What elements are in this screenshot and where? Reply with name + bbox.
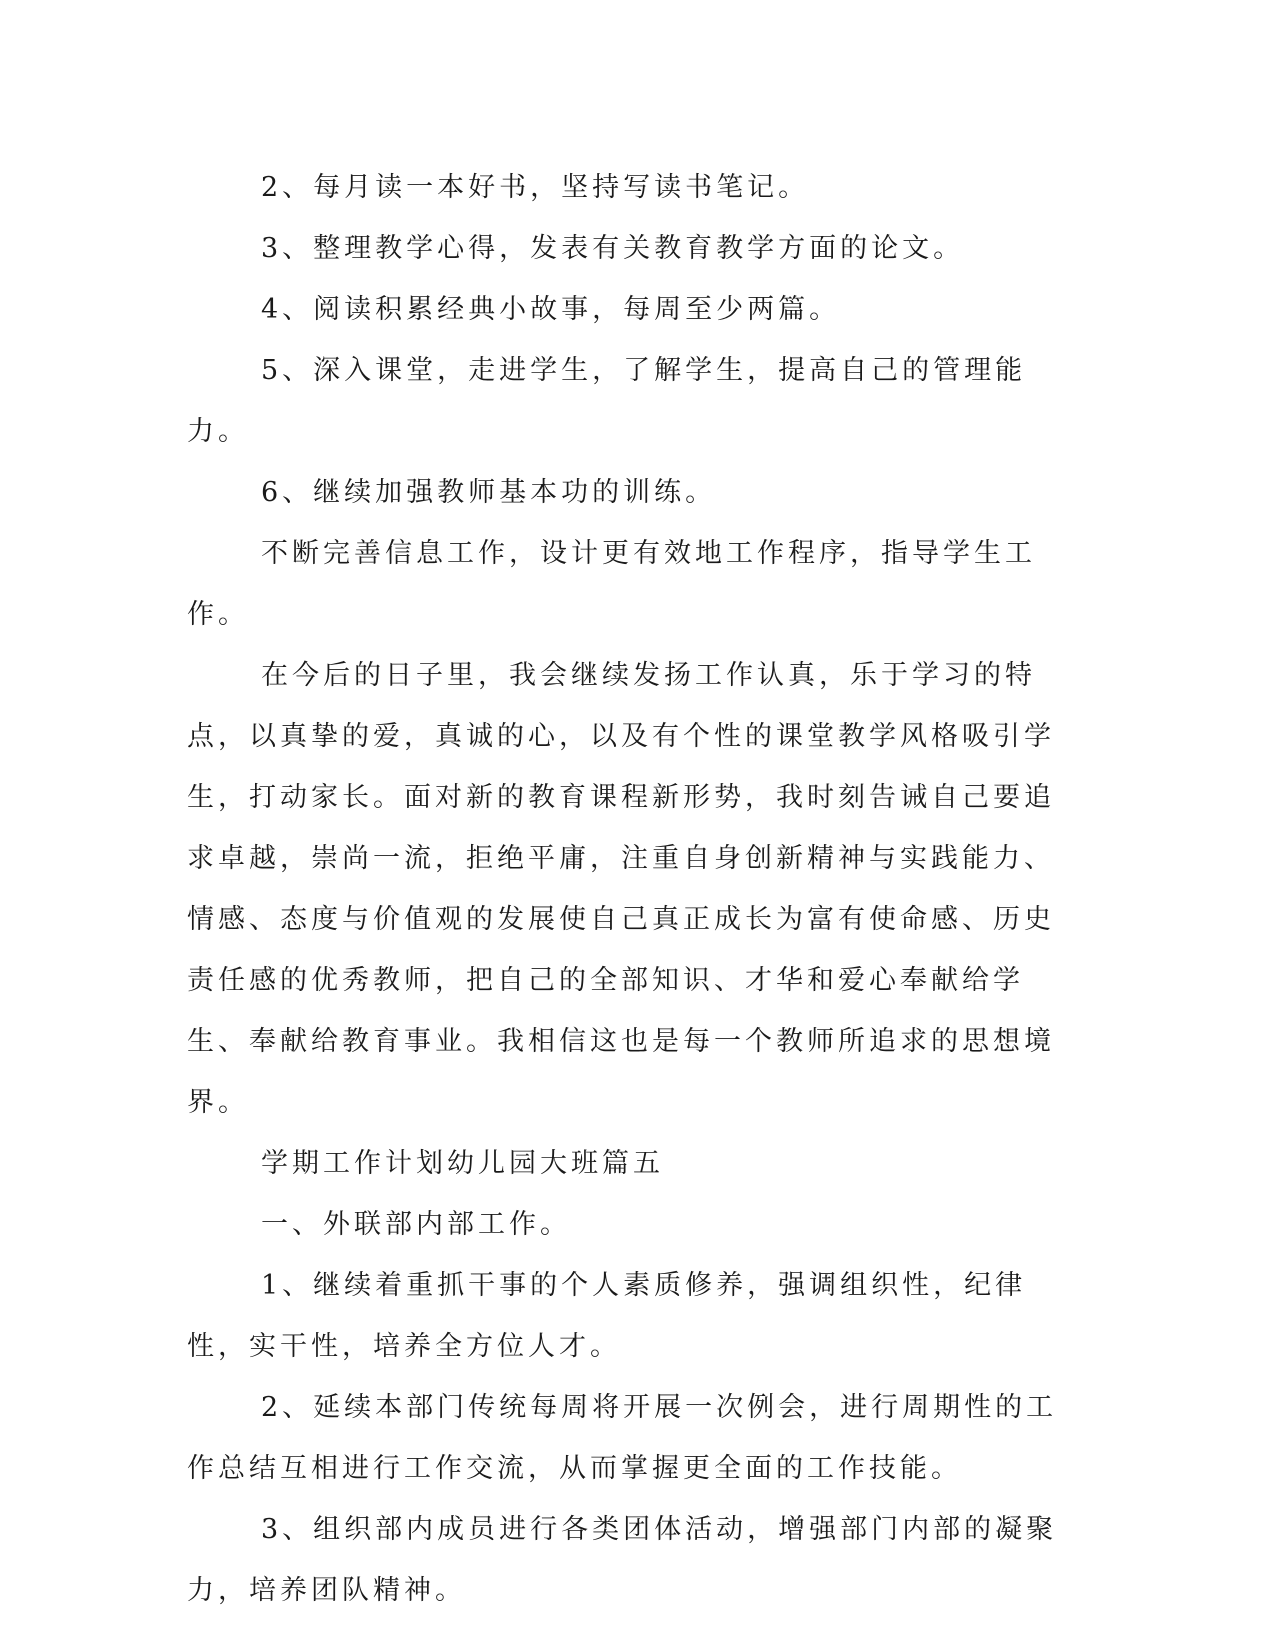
subsection-heading: 一、外联部内部工作。 <box>261 1209 571 1240</box>
list-item-training: 6、继续加强教师基本功的训练。 <box>261 477 717 508</box>
paragraph-future: 在今后的日子里，我会继续发扬工作认真，乐于学习的特点，以真挚的爱，真诚的心，以及有个性的课堂教学风格吸引学生，打动家长。面对新的教育课程新形势，我时刻告诫自己要追求卓越，崇尚一流，拒绝平庸，注重自身创新精神与实践能力、情感、态度与价值观的发展使自己真正成长为富有使命感、历史责任感的优秀教师，把自己的全部知识、才华和爱心奉献给学生、奉献给教育事业。我相信这也是每一个教师所追求的思想境界。 <box>187 660 1055 1118</box>
list-item-stories: 4、阅读积累经典小故事，每周至少两篇。 <box>261 294 841 325</box>
list-item-meetings: 2、延续本部门传统每周将开展一次例会，进行周期性的工作总结互相进行工作交流，从而掌握更全面的工作技能。 <box>187 1392 1058 1484</box>
list-item-teaching-notes: 3、整理教学心得，发表有关教育教学方面的论文。 <box>261 233 965 264</box>
list-item-team-activities: 3、组织部内成员进行各类团体活动，增强部门内部的凝聚力，培养团队精神。 <box>187 1514 1058 1606</box>
list-item-read-books: 2、每月读一本好书，坚持写读书笔记。 <box>261 172 810 203</box>
list-item-classroom: 5、深入课堂，走进学生，了解学生，提高自己的管理能力。 <box>187 355 1027 447</box>
document-body <box>187 157 1067 1621</box>
paragraph-info-work: 不断完善信息工作，设计更有效地工作程序，指导学生工作。 <box>187 538 1036 630</box>
list-item-quality: 1、继续着重抓干事的个人素质修养，强调组织性，纪律性，实干性，培养全方位人才。 <box>187 1270 1027 1362</box>
section-heading: 学期工作计划幼儿园大班篇五 <box>261 1148 664 1179</box>
